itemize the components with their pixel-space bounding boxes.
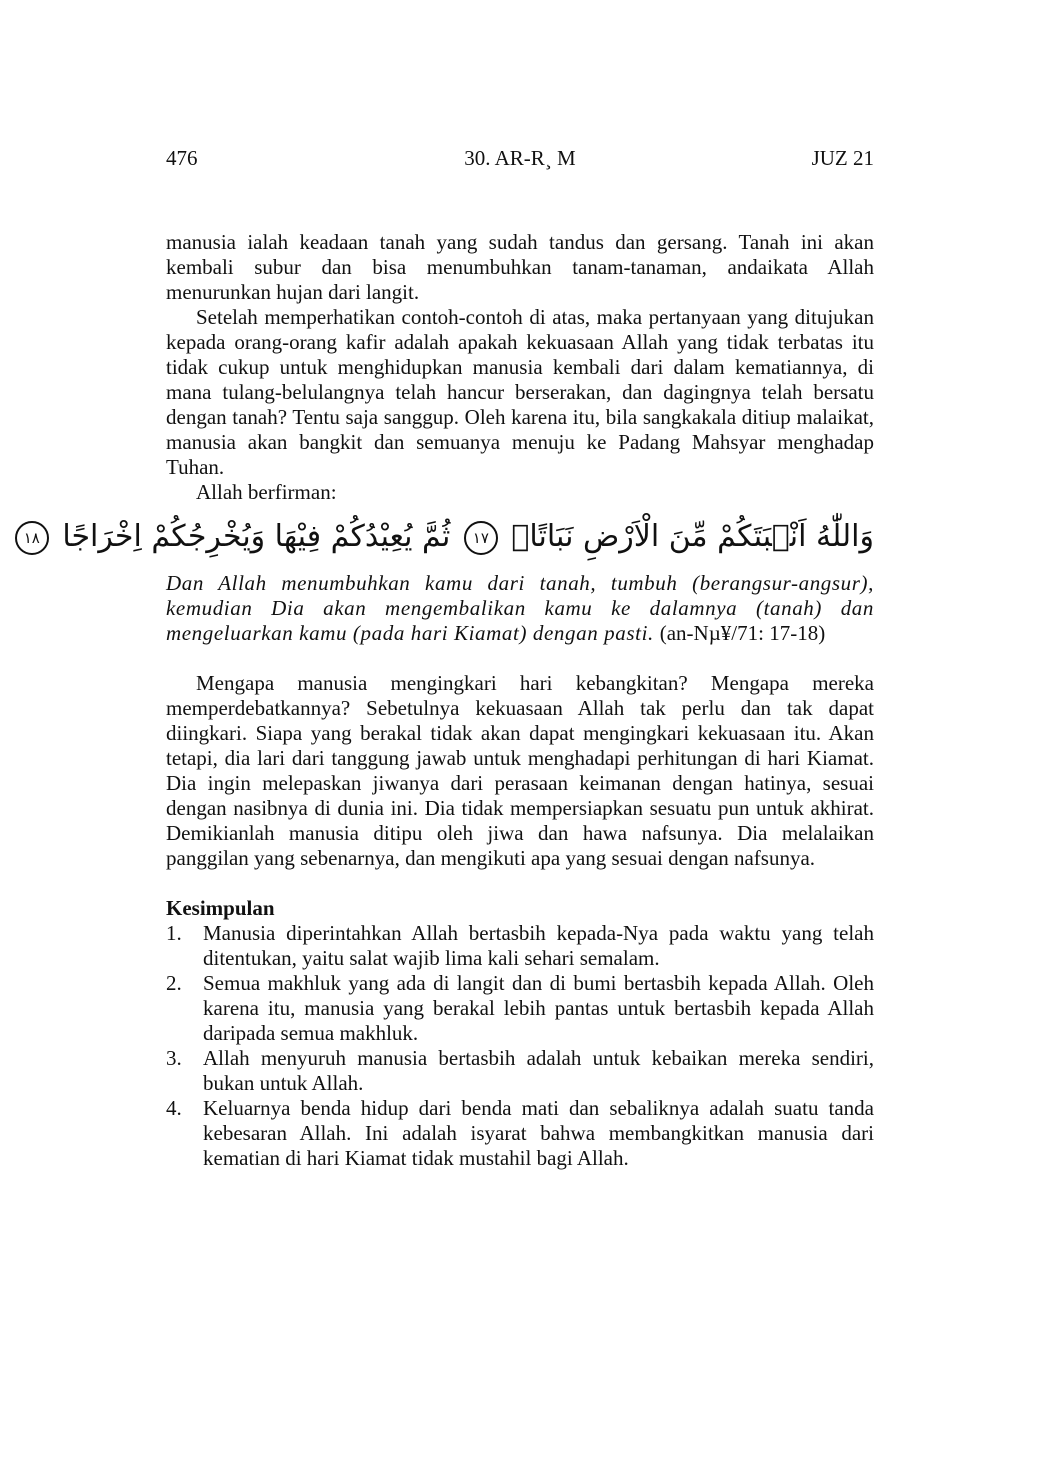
paragraph-3: Allah berfirman: — [196, 480, 337, 504]
arabic-verse-part-2: ثُمَّ يُعِيْدُكُمْ فِيْهَا وَيُخْرِجُكُمْ اِخْرَاجًا — [62, 519, 451, 554]
verse-translation — [166, 571, 874, 646]
list-item-text: Allah menyuruh manusia bertasbih adalah untuk kebaikan mereka sendiri, bukan untuk Allah. — [203, 1046, 874, 1095]
conclusion-list — [166, 921, 874, 1171]
ayah-number-17: ١٧ — [464, 521, 498, 555]
list-item — [166, 1046, 874, 1096]
spacer — [166, 646, 874, 671]
list-item-number: 4. — [166, 1096, 182, 1120]
list-item-number: 2. — [166, 971, 182, 995]
arabic-verse — [23, 509, 874, 571]
spacer — [166, 871, 874, 896]
verse-reference: (an-Nµ¥/71: 17-18) — [659, 621, 826, 645]
ayah-number-18: ١٨ — [15, 521, 49, 555]
paragraph-1: manusia ialah keadaan tanah yang sudah tandus dan gersang. Tanah ini akan kembali subur dan bisa menumbuhkan tanam-tanaman, andaikata Allah menurunkan hujan dari langit. — [166, 230, 874, 304]
juz-label: JUZ 21 — [811, 146, 874, 170]
list-item-text: Keluarnya benda hidup dari benda mati dan sebaliknya adalah suatu tanda kebesaran Allah. Ini adalah isyarat bahwa membangkitkan manusia dari kematian di hari Kiamat tidak mustahil bagi Allah. — [203, 1096, 874, 1170]
list-item — [166, 921, 874, 971]
paragraph-4: Mengapa manusia mengingkari hari kebangkitan? Mengapa mereka memperdebatkannya? Sebetulnya kekuasaan Allah tak perlu dan tak dapat diingkari. Siapa yang berakal tidak akan dapat mengingkari kekuasaan itu. Akan tetapi, dia lari dari tanggung jawab untuk menghadapi perhitungan di hari Kiamat. Dia ingin melepaskan jiwanya dari perasaan keimanan dengan hatinya, sesuai dengan nasibnya di dunia ini. Dia tidak mempersiapkan sesuatu pun untuk akhirat. Demikianlah manusia ditipu oleh jiwa dan hawa nafsunya. Dia melalaikan panggilan yang sebenarnya, dan mengikuti apa yang sesuai dengan nafsunya. — [166, 671, 874, 870]
page-body — [23, 230, 874, 1171]
arabic-verse-part-1: وَاللّٰهُ اَنْۢبَتَكُمْ مِّنَ الْاَرْضِ نَبَاتًاۙ — [511, 519, 874, 554]
chapter-title: 30. AR-R¸ M — [464, 146, 576, 170]
list-item-text: Manusia diperintahkan Allah bertasbih kepada-Nya pada waktu yang telah ditentukan, yaitu salat wajib lima kali sehari semalam. — [203, 921, 874, 970]
list-item — [166, 971, 874, 1046]
running-header — [166, 140, 874, 180]
list-item — [166, 1096, 874, 1171]
translation-text: Dan Allah menumbuhkan kamu dari tanah, tumbuh (berangsur-angsur), kemudian Dia akan mengembalikan kamu ke dalamnya (tanah) dan mengeluarkan kamu (pada hari Kiamat) dengan pasti. — [166, 571, 874, 645]
page-number: 476 — [166, 146, 198, 170]
list-item-number: 3. — [166, 1046, 182, 1070]
document-page — [23, 140, 874, 1171]
paragraph-2: Setelah memperhatikan contoh-contoh di atas, maka pertanyaan yang ditujukan kepada orang-orang kafir adalah apakah kekuasaan Allah yang tidak terbatas itu tidak cukup untuk menghidupkan manusia kembali dari dalam kematiannya, di mana tulang-belulangnya telah hancur berserakan, dan dagingnya telah bersatu dengan tanah? Tentu saja sanggup. Oleh karena itu, bila sangkakala ditiup malaikat, manusia akan bangkit dan semuanya menuju ke Padang Mahsyar menghadap Tuhan. — [166, 305, 874, 479]
list-item-number: 1. — [166, 921, 182, 945]
list-item-text: Semua makhluk yang ada di langit dan di bumi bertasbih kepada Allah. Oleh karena itu, manusia yang berakal lebih pantas untuk bertasbih kepada Allah daripada semua makhluk. — [203, 971, 874, 1045]
section-heading: Kesimpulan — [166, 896, 275, 920]
